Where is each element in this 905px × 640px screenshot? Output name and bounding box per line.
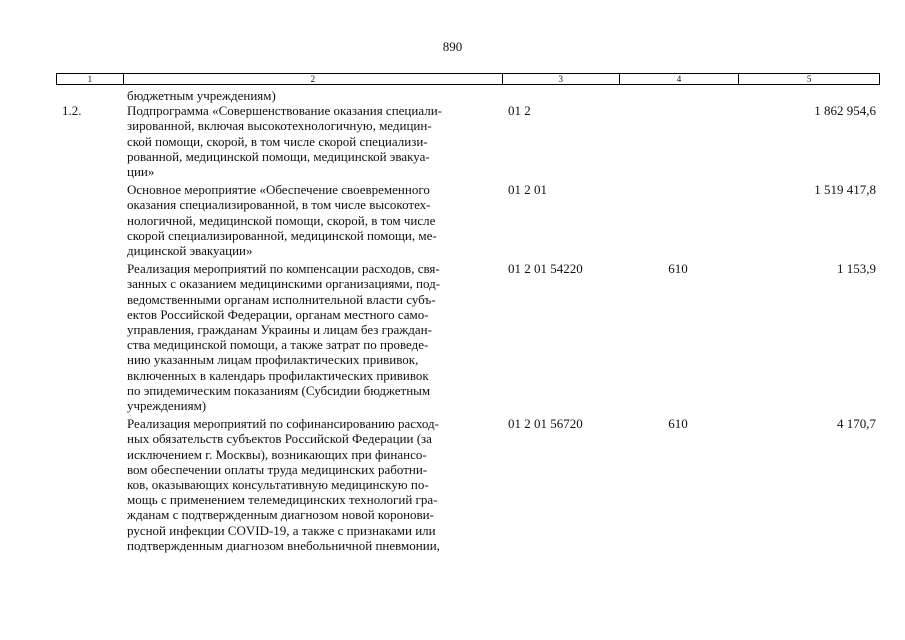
description-line: бюджетным учреждениям) [127, 88, 276, 103]
description-line: оказания специализированной, в том числе высокотех- [127, 197, 431, 213]
header-col-2: 2 [123, 74, 502, 84]
table-row [0, 416, 905, 553]
description-line: нологичной, медицинской помощи, скорой, в том числе [127, 212, 436, 228]
description-line: управления, гражданам Украины и лицам без граждан- [127, 322, 432, 338]
table-row [0, 88, 905, 103]
description-line: занных с оказанием медицинскими организациями, под- [127, 276, 441, 292]
row-description [127, 103, 499, 179]
header-col-3: 3 [502, 74, 619, 84]
table-header [56, 73, 880, 85]
description-line: жданам с подтвержденным диагнозом новой коронови- [127, 507, 434, 523]
description-line: скорой специализированной, медицинской помощи, ме- [127, 227, 437, 243]
row-description [127, 416, 499, 553]
page-number: 890 [442, 39, 463, 54]
description-line: нию указанным лицам профилактических прививок, [127, 352, 419, 368]
row-type: 610 [668, 261, 688, 277]
row-amount: 1 862 954,6 [814, 103, 876, 119]
description-line: зированной, включая высокотехнологичную, медицин- [127, 118, 432, 134]
description-line: исключением г. Москвы), возникающих при финансо- [127, 446, 427, 462]
description-line: вом обеспечении оплаты труда медицинских работни- [127, 461, 428, 477]
description-line: ведомственными органам исполнительной власти субъ- [127, 291, 436, 307]
description-line: ции» [127, 164, 155, 180]
description-line: рованной, медицинской помощи, медицинской эвакуа- [127, 148, 430, 164]
header-col-1: 1 [87, 74, 93, 84]
description-line: Подпрограмма «Совершенствование оказания специали- [127, 103, 442, 119]
row-description [127, 88, 499, 103]
table-row [0, 261, 905, 413]
row-description [127, 182, 499, 258]
row-amount: 1 153,9 [837, 261, 876, 277]
description-line: подтвержденным диагнозом внебольничной пневмонии, [127, 537, 440, 553]
description-line: дицинской эвакуации» [127, 243, 253, 259]
row-code: 01 2 01 56720 [508, 416, 583, 432]
description-line: ных обязательств субъектов Российской Федерации (за [127, 431, 432, 447]
description-line: ков, оказывающих консультативную медицинскую по- [127, 477, 429, 493]
header-col-5: 5 [738, 74, 879, 84]
description-line: включенных в календарь профилактических прививок [127, 367, 429, 383]
table-body [0, 88, 905, 553]
description-line: Основное мероприятие «Обеспечение своевременного [127, 182, 430, 198]
row-number: 1.2. [62, 103, 82, 119]
row-amount: 4 170,7 [837, 416, 876, 432]
description-line: ства медицинской помощи, а также затрат по проведе- [127, 337, 429, 353]
description-line: Реализация мероприятий по софинансированию расход- [127, 416, 439, 432]
description-line: ской помощи, скорой, в том числе скорой специализи- [127, 133, 428, 149]
table-row [0, 103, 905, 179]
description-line: ектов Российской Федерации, органам местного само- [127, 306, 429, 322]
description-line: Реализация мероприятий по компенсации расходов, свя- [127, 261, 440, 277]
description-line: мощь с применением телемедицинских технологий гра- [127, 492, 438, 508]
header-col-4: 4 [619, 74, 739, 84]
row-description [127, 261, 499, 413]
description-line: по эпидемическим показаниям (Субсидии бюджетным [127, 382, 431, 398]
description-line: русной инфекции COVID-19, а также с признаками или [127, 522, 436, 538]
row-code: 01 2 01 [508, 182, 547, 198]
row-code: 01 2 [508, 103, 531, 119]
row-amount: 1 519 417,8 [814, 182, 876, 198]
table-row [0, 182, 905, 258]
row-type: 610 [668, 416, 688, 432]
description-line: учреждениям) [127, 398, 207, 414]
row-code: 01 2 01 54220 [508, 261, 583, 277]
